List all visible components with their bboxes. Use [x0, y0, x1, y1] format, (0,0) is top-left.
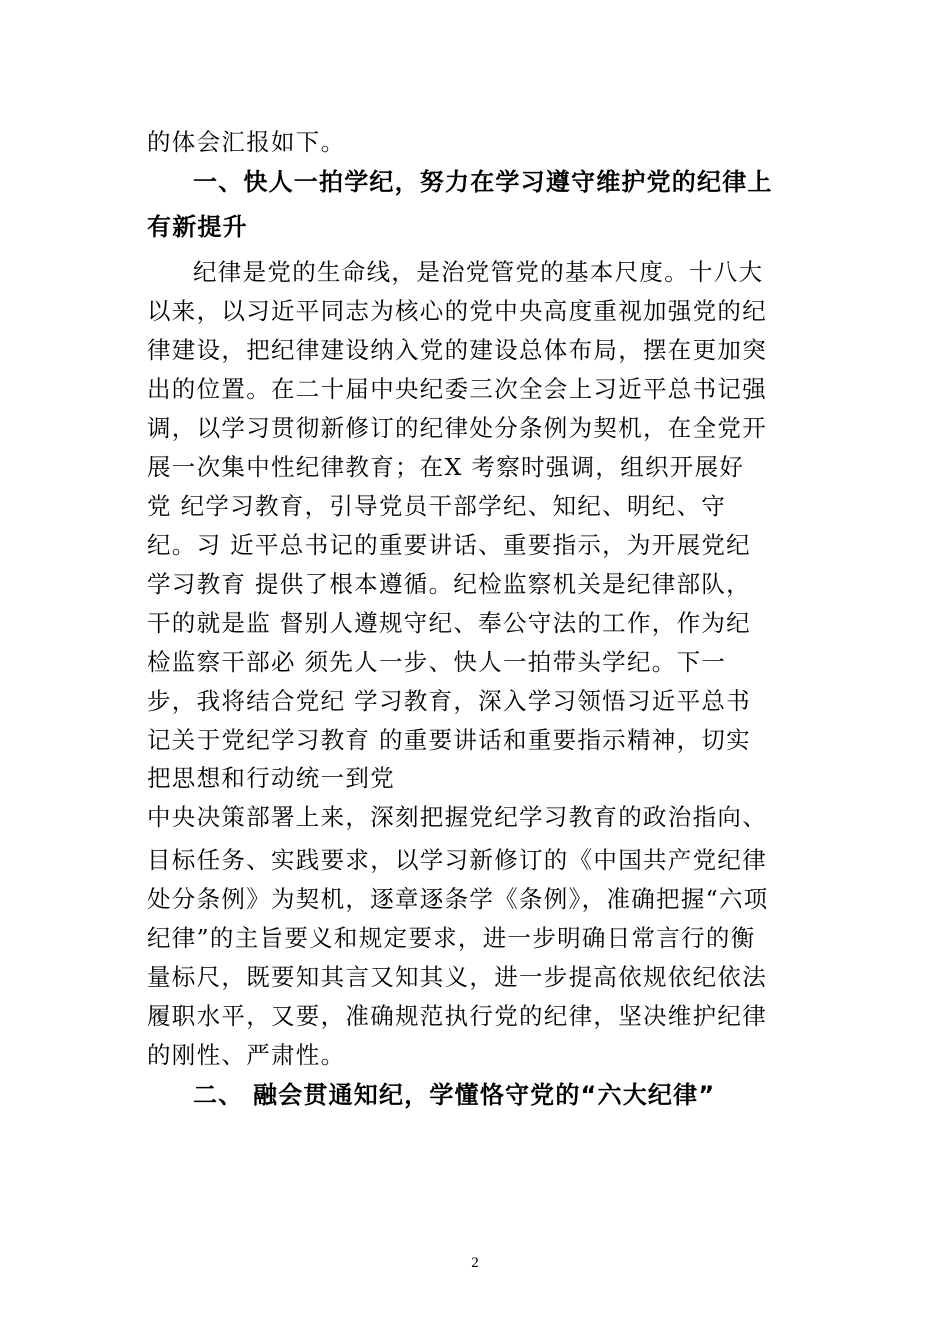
paragraph-line: 的刚性、严肃性。 [147, 1041, 346, 1069]
paragraph-line: 学习教育 提供了根本遵循。纪检监察机关是纪律部队， [147, 570, 751, 598]
section-heading-1-continued: 有新提升 [147, 213, 248, 241]
paragraph-line: 量标尺，既要知其言又知其义，进一步提高依规依纪依法 [147, 963, 767, 991]
page-number: 2 [471, 1255, 479, 1271]
paragraph-line: 党 纪学习教育，引导党员干部学纪、知纪、明纪、守 [147, 492, 727, 520]
paragraph-line: 把思想和行动统一到党 [147, 764, 395, 792]
paragraph-line: 律建设，把纪律建设纳入党的建设总体布局，摆在更加突 [147, 336, 767, 364]
paragraph-line: 检监察干部必 须先人一步、快人一拍带头学纪。下一 [147, 648, 727, 676]
section-heading-2: 二、 融会贯通知纪，学懂恪守党的“六大纪律” [193, 1081, 716, 1109]
paragraph-line: 干的就是监 督别人遵规守纪、奉公守法的工作，作为纪 [147, 609, 751, 637]
text-line: 的体会汇报如下。 [147, 128, 346, 156]
paragraph-line: 出的位置。在二十届中央纪委三次全会上习近平总书记强 [147, 375, 767, 403]
paragraph-line: 纪律”的主旨要义和规定要求，进一步明确日常言行的衡 [147, 924, 756, 952]
paragraph-line: 记关于党纪学习教育 的重要讲话和重要指示精神，切实 [147, 726, 751, 754]
paragraph-line: 调，以学习贯彻新修订的纪律处分条例为契机，在全党开 [147, 414, 767, 442]
paragraph-line: 以来，以习近平同志为核心的党中央高度重视加强党的纪 [147, 297, 767, 325]
paragraph-line: 展一次集中性纪律教育；在X 考察时强调，组织开展好 [147, 453, 745, 481]
section-heading-1: 一、快人一拍学纪，努力在学习遵守维护党的纪律上 [193, 168, 773, 196]
paragraph-line: 履职水平，又要，准确规范执行党的纪律，坚决维护纪律 [147, 1002, 767, 1030]
paragraph-line: 步，我将结合党纪 学习教育，深入学习领悟习近平总书 [147, 687, 751, 715]
paragraph-line: 中央决策部署上来，深刻把握党纪学习教育的政治指向、 [147, 803, 767, 831]
paragraph-line: 纪律是党的生命线，是治党管党的基本尺度。十八大 [193, 258, 764, 286]
paragraph-line: 纪。习 近平总书记的重要讲话、重要指示，为开展党纪 [147, 531, 751, 559]
paragraph-line: 目标任务、实践要求，以学习新修订的《中国共产党纪律 [147, 846, 767, 874]
paragraph-line: 处分条例》为契机，逐章逐条学《条例》，准确把握“六项 [147, 885, 769, 913]
